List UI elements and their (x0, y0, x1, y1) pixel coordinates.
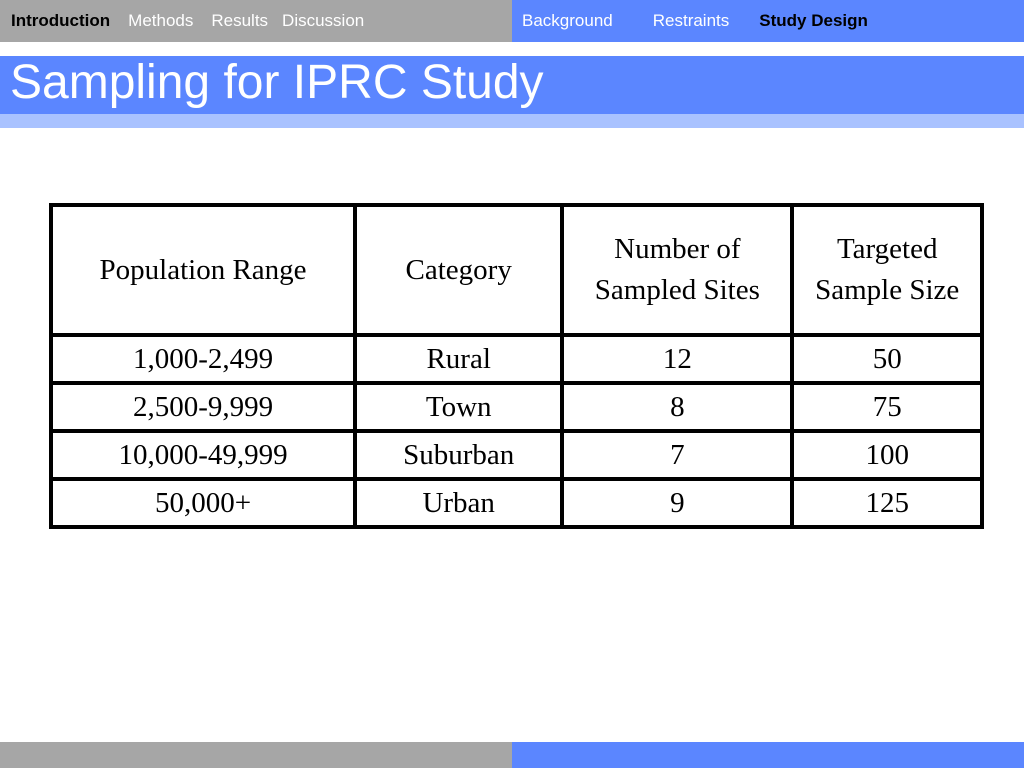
nav-item-results[interactable]: Results (211, 11, 269, 30)
cell-category: Town (355, 383, 562, 431)
header-category: Category (355, 205, 562, 335)
table-row (51, 479, 982, 527)
table-row (51, 335, 982, 383)
cell-population-range: 10,000-49,999 (51, 431, 355, 479)
nav-item-methods[interactable]: Methods (128, 11, 194, 30)
header-population-range: Population Range (51, 205, 355, 335)
cell-sampled-sites: 7 (562, 431, 792, 479)
page-title: Sampling for IPRC Study (10, 56, 544, 109)
cell-population-range: 2,500-9,999 (51, 383, 355, 431)
cell-population-range: 50,000+ (51, 479, 355, 527)
cell-population-range: 1,000-2,499 (51, 335, 355, 383)
sampling-table (49, 203, 984, 529)
subsection-nav (512, 0, 1024, 42)
section-nav (0, 0, 512, 42)
table-row (51, 383, 982, 431)
cell-sample-size: 50 (792, 335, 982, 383)
footer-bar-right (512, 742, 1024, 768)
header-targeted-sample-size: Targeted Sample Size (792, 205, 982, 335)
table-row (51, 431, 982, 479)
cell-sampled-sites: 8 (562, 383, 792, 431)
cell-sample-size: 75 (792, 383, 982, 431)
nav-item-restraints[interactable]: Restraints (652, 11, 730, 30)
footer-bar-left (0, 742, 512, 768)
title-underband (0, 114, 1024, 128)
cell-sampled-sites: 12 (562, 335, 792, 383)
nav-item-background[interactable]: Background (522, 11, 613, 30)
cell-sampled-sites: 9 (562, 479, 792, 527)
nav-item-introduction[interactable]: Introduction (11, 11, 111, 30)
top-nav-bar (0, 0, 1024, 42)
table-header-row (51, 205, 982, 335)
cell-category: Suburban (355, 431, 562, 479)
header-number-of-sampled-sites: Number of Sampled Sites (562, 205, 792, 335)
nav-item-discussion[interactable]: Discussion (282, 11, 365, 30)
cell-category: Rural (355, 335, 562, 383)
cell-sample-size: 100 (792, 431, 982, 479)
cell-sample-size: 125 (792, 479, 982, 527)
nav-item-study-design[interactable]: Study Design (759, 11, 868, 30)
cell-category: Urban (355, 479, 562, 527)
